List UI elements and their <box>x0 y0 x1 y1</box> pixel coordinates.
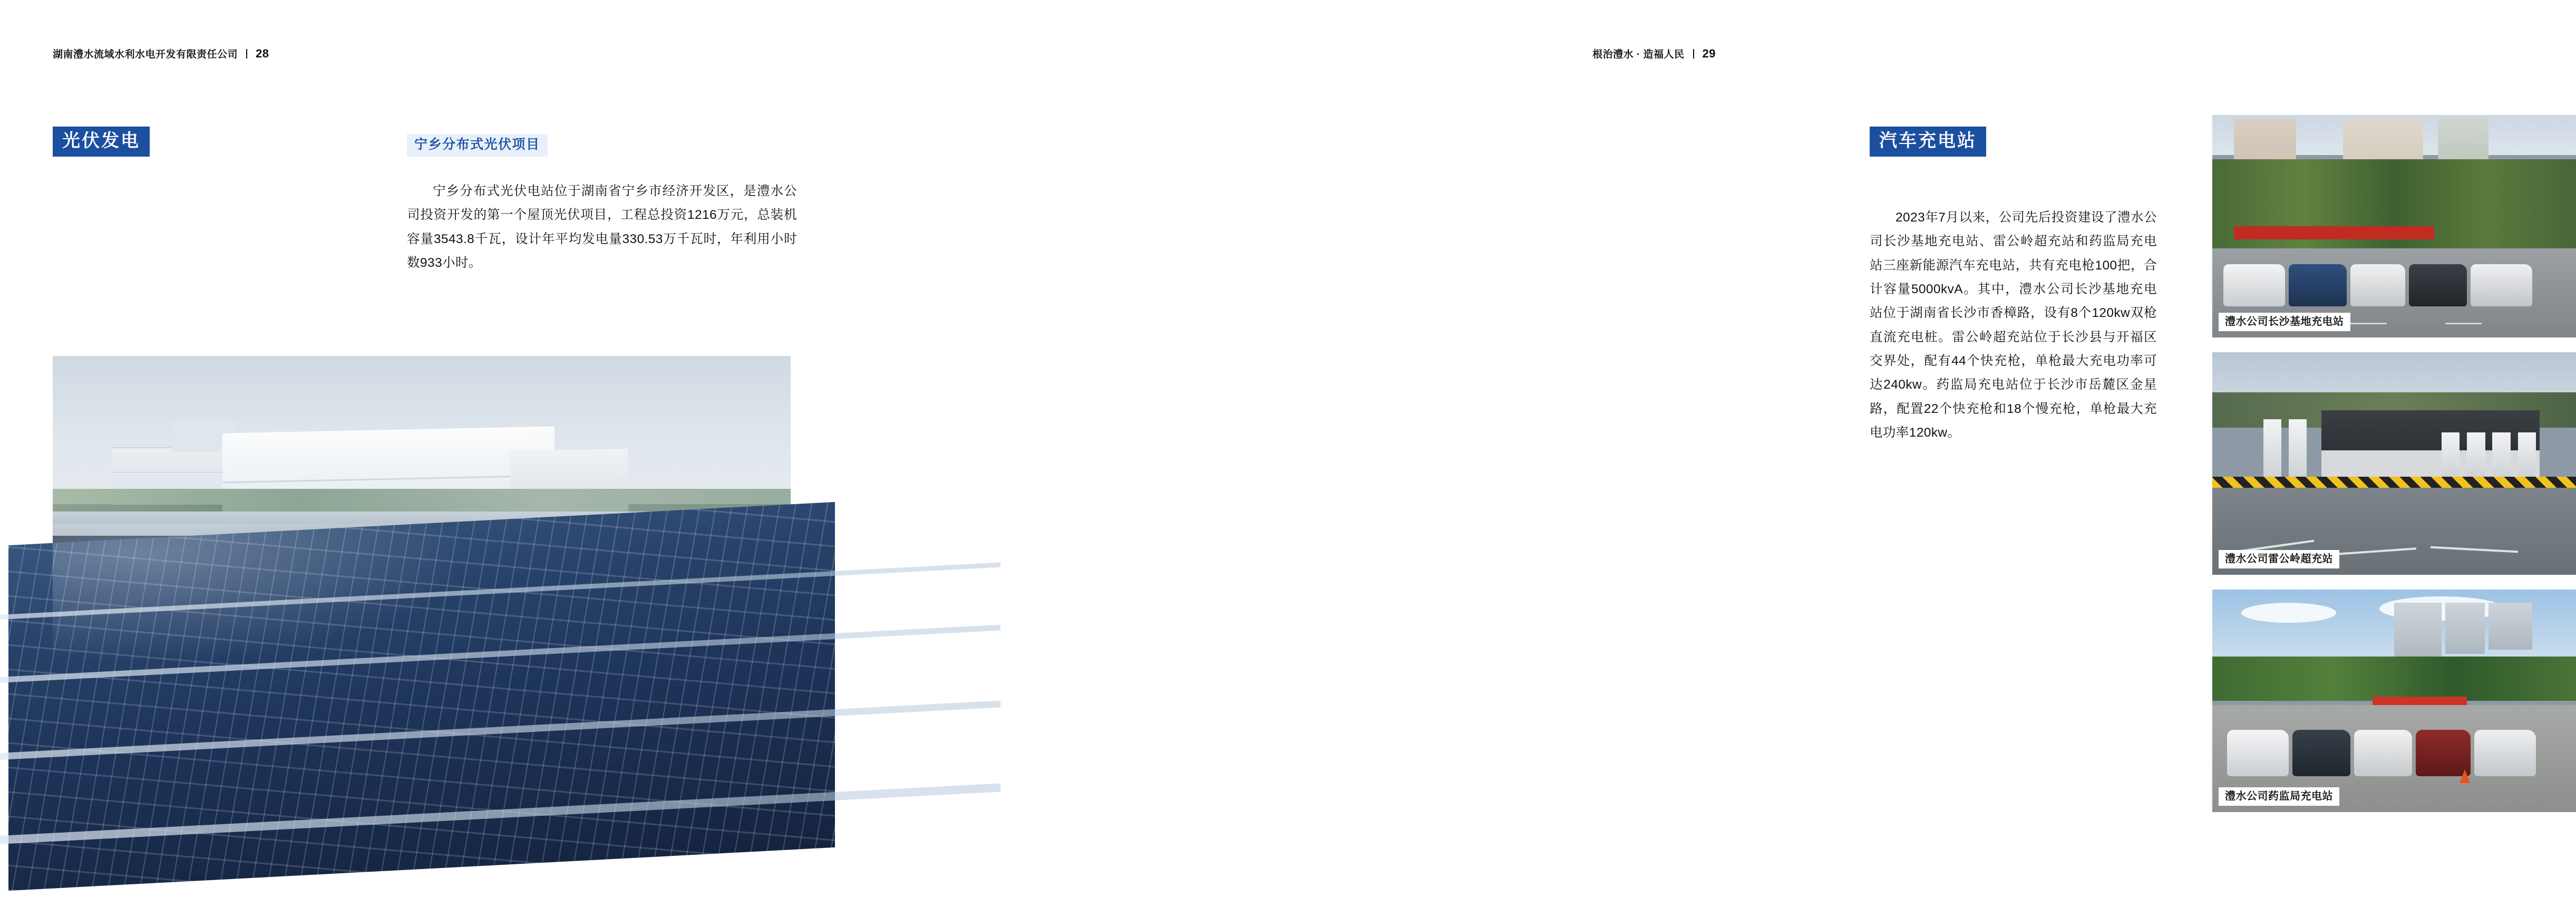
section-title-photovoltaic: 光伏发电 <box>53 127 150 157</box>
running-head-separator <box>1693 49 1694 59</box>
subsection-title-ningxiang-pv: 宁乡分布式光伏项目 <box>407 134 548 157</box>
photo-panel-row-line <box>0 783 1000 848</box>
photo-leigongling-supercharging-station <box>2212 352 2576 575</box>
photo-car <box>2474 730 2536 777</box>
photo-red-banner <box>2234 226 2434 239</box>
photo-tree-canopy <box>2212 657 2576 701</box>
photo-yaojianju-station <box>2212 590 2576 812</box>
photo-charging-pile <box>2263 419 2282 477</box>
photo-panel-row-line <box>0 700 1000 764</box>
paragraph-ev-charging: 2023年7月以来，公司先后投资建设了澧水公司长沙基地充电站、雷公岭超充站和药监局充电站三座新能源汽车充电站，共有充电枪100把，合计容量5000kvA。其中，澧水公司长沙基地充电站位于湖南省长沙市香樟路，设有8个120kw双枪直流充电桩。雷公岭超充站位于长沙县与开福区交界处，配有44个快充枪，单枪最大充电功率可达240kw。药监局充电站位于长沙市岳麓区金星路，配置22个快充枪和18个慢充枪，单枪最大充电功率120kw。 <box>1870 210 2157 440</box>
photo-column <box>2212 115 2576 827</box>
photo-charging-pile <box>2518 432 2536 477</box>
running-head-separator <box>246 49 247 59</box>
photo-car <box>2223 264 2285 306</box>
page-number-left: 28 <box>256 46 269 60</box>
photo-charging-pile <box>2492 432 2511 477</box>
photo-caption: 澧水公司长沙基地充电站 <box>2219 313 2350 331</box>
photo-changsha-base-station <box>2212 115 2576 337</box>
photo-parking-line <box>2445 323 2482 324</box>
photo-caption: 澧水公司药监局充电站 <box>2219 787 2339 806</box>
photo-charging-pile <box>2442 432 2460 477</box>
running-head-right <box>1592 46 1716 61</box>
photo-caption: 澧水公司雷公岭超充站 <box>2219 550 2339 568</box>
photo-highrise <box>2394 603 2442 661</box>
photo-charging-pile <box>2289 419 2307 477</box>
page-number-right: 29 <box>1702 46 1716 60</box>
running-head-left-text: 湖南澧水流域水利水电开发有限责任公司 <box>53 49 238 60</box>
photo-highrise <box>2488 603 2532 650</box>
photo-car <box>2471 264 2532 306</box>
photo-car <box>2350 264 2405 306</box>
running-head-right-text: 根治澧水 · 造福人民 <box>1592 49 1685 60</box>
photo-traffic-cone <box>2460 769 2470 783</box>
photo-parking-line <box>2350 323 2387 324</box>
photo-car <box>2227 730 2289 777</box>
photo-sun-glare <box>53 524 495 672</box>
paragraph-photovoltaic: 宁乡分布式光伏电站位于湖南省宁乡市经济开发区，是澧水公司投资开发的第一个屋顶光伏项目，工程总投资1216万元，总装机容量3543.8千瓦，设计年平均发电量330.53万千瓦时，年利用小时数933小时。 <box>407 184 797 270</box>
photo-highrise <box>2445 603 2485 654</box>
photo-yellow-black-curb <box>2212 477 2576 488</box>
photo-car <box>2354 730 2412 777</box>
photo-car <box>2409 264 2467 306</box>
photo-charging-pile <box>2467 432 2485 477</box>
section-title-ev-charging: 汽车充电站 <box>1870 127 1986 157</box>
running-head-left <box>53 46 269 61</box>
photo-cloud <box>2241 603 2336 623</box>
right-page <box>884 0 2344 897</box>
photo-rooftop-solar-array <box>53 356 791 849</box>
left-page <box>0 0 884 897</box>
photo-car <box>2289 264 2347 306</box>
photo-car <box>2292 730 2350 777</box>
